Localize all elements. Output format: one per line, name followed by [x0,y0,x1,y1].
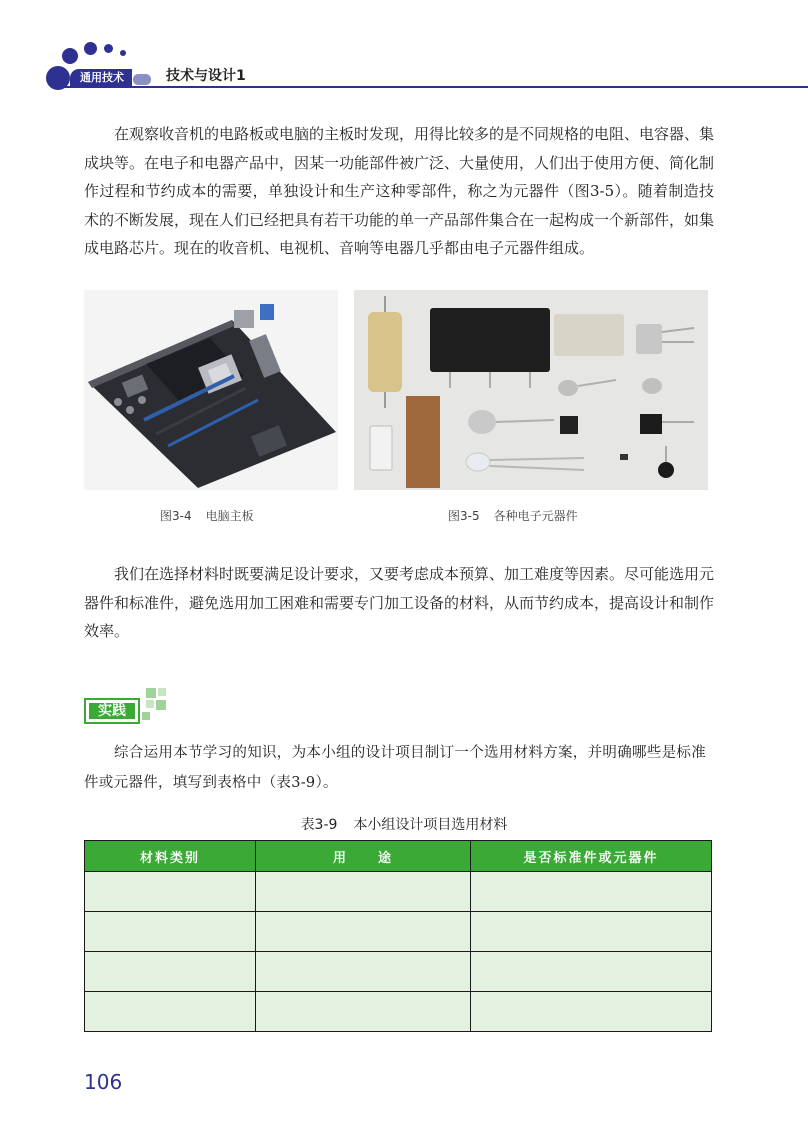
figure-caption-text: 各种电子元器件 [493,509,578,523]
practice-instructions: 综合运用本节学习的知识，为本小组的设计项目制订一个选用材料方案，并明确哪些是标准件或元器件，填写到表格中（表3-9）。 [84,745,706,791]
practice-label: 实践 [89,703,135,719]
table-cell[interactable] [256,872,471,912]
table-number: 表3-9 [300,817,338,833]
practice-decoration-square [146,700,154,708]
table-cell[interactable] [471,952,712,992]
book-title: 技术与设计1 [166,68,246,84]
components-illustration [354,290,708,490]
body-paragraph-1: 在观察收音机的电路板或电脑的主板时发现，用得比较多的是不同规格的电阻、电容器、集成块等。在电子和电器产品中，因某一功能部件被广泛、大量使用，人们出于使用方便、简化制作过程和节约成本的需要，单独设计和生产这种零部件，称之为元器件（图3-5）。随着制造技术的不断发展，现在人们已经把具有若干功能的单一产品部件集合在一起构成一个新部件，如集成电路芯片。现在的收音机、电视机、音响等电器几乎都由电子元器件组成。 [84,125,715,257]
figure-caption-3-5 [448,507,578,524]
column-header-standard-part: 是否标准件或元器件 [471,841,712,872]
table-header-row [85,841,712,872]
table-cell[interactable] [256,912,471,952]
practice-decoration-square [156,700,166,710]
table-cell[interactable] [471,992,712,1032]
motherboard-illustration [84,290,338,490]
practice-decoration-square [158,688,166,696]
table-row [85,992,712,1032]
table-cell[interactable] [85,912,256,952]
body-paragraph-2: 我们在选择材料时既要满足设计要求，又要考虑成本预算、加工难度等因素。尽可能选用元器件和标准件，避免选用加工困难和需要专门加工设备的材料，从而节约成本，提高设计和制作效率。 [84,565,715,640]
table-cell[interactable] [471,872,712,912]
column-header-material-type: 材料类别 [85,841,256,872]
series-tag: 通用技术 [70,69,132,87]
materials-table [84,840,712,1032]
column-header-purpose: 用 途 [256,841,471,872]
practice-section-badge [84,698,140,724]
table-row [85,952,712,992]
table-caption [0,814,808,834]
table-row [85,872,712,912]
page-header [0,0,808,100]
table-cell[interactable] [85,992,256,1032]
table-cell[interactable] [471,912,712,952]
practice-decoration-square [146,688,156,698]
table-cell[interactable] [256,952,471,992]
series-badge-icon [132,73,152,86]
figure-electronic-components [354,290,708,490]
header-rule [64,86,808,88]
page-number: 106 [84,1070,123,1094]
figure-caption-text: 电脑主板 [205,509,254,523]
practice-decoration-square [142,712,150,720]
figure-number: 图3-4 [160,509,192,523]
table-title: 本小组设计项目选用材料 [353,817,508,833]
figure-caption-3-4 [160,507,254,524]
figure-number: 图3-5 [448,509,480,523]
figure-motherboard [84,290,338,490]
table-cell[interactable] [85,872,256,912]
table-cell[interactable] [85,952,256,992]
table-cell[interactable] [256,992,471,1032]
table-row [85,912,712,952]
